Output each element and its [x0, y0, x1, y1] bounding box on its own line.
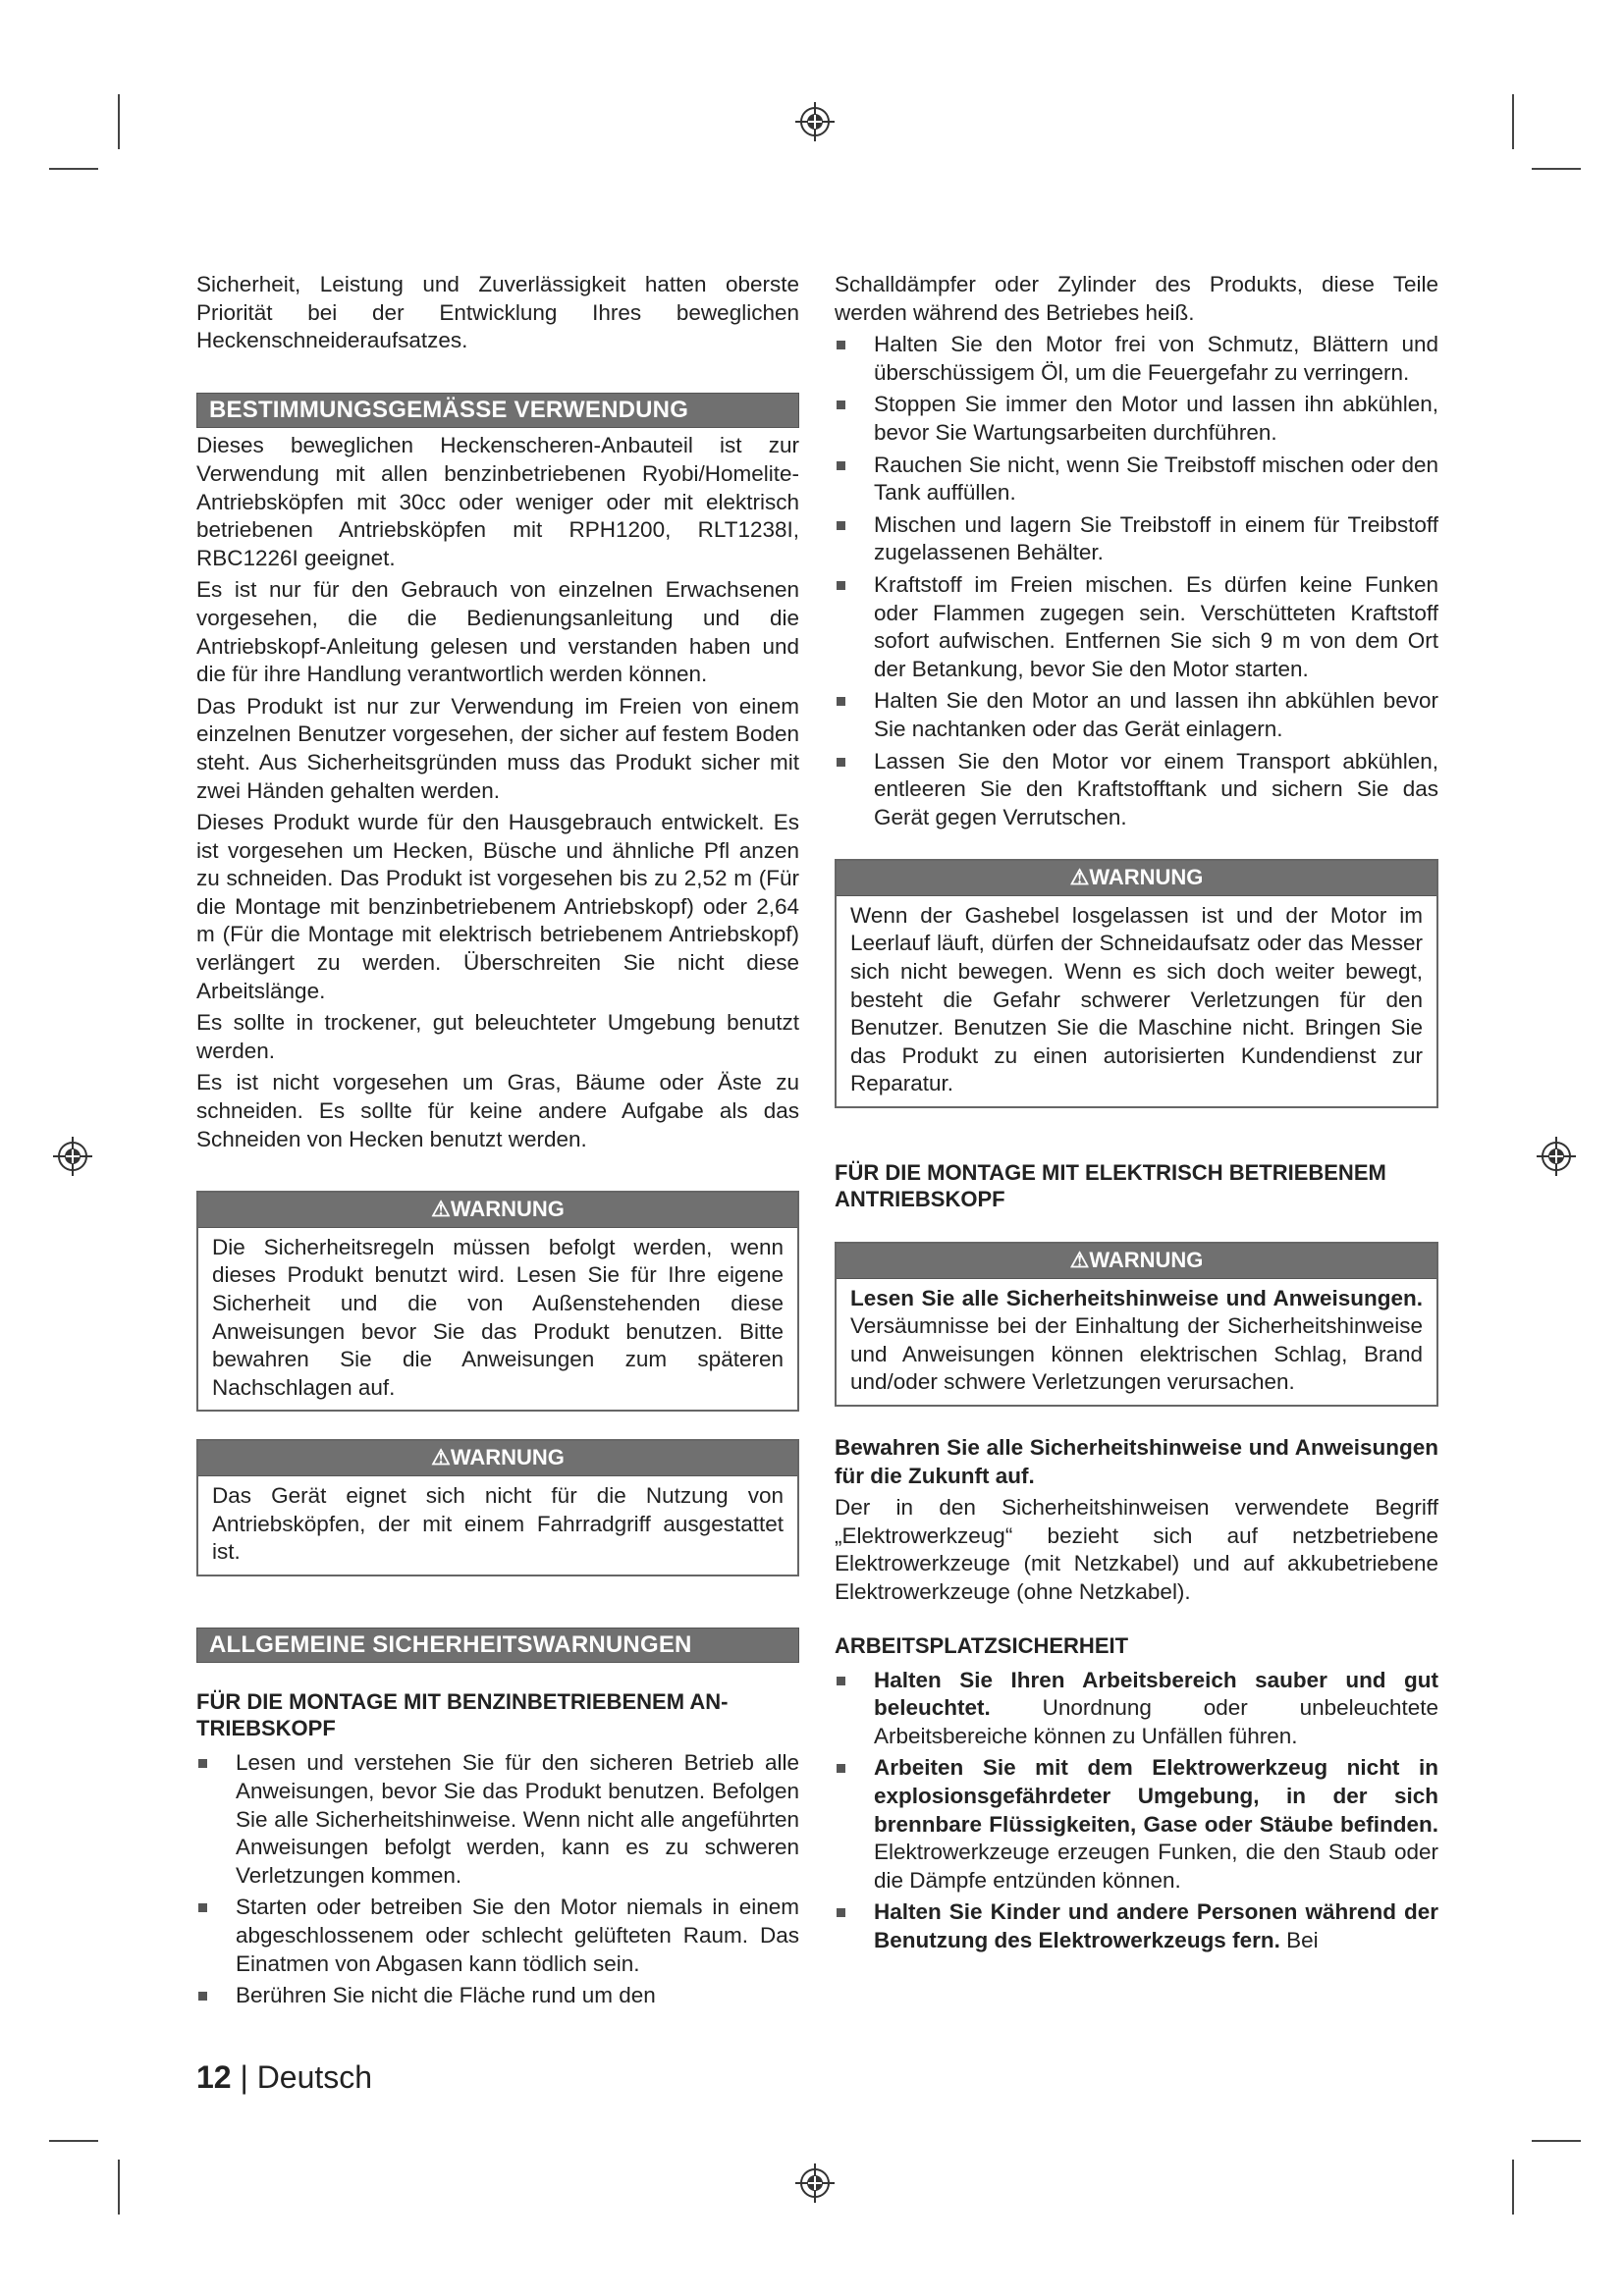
warning-heading: ⚠WARNUNG	[837, 861, 1436, 896]
subheading-petrol-powerhead: FÜR DIE MONTAGE MIT BENZINBETRIEBENEM AN-TRIEBSKOPF	[196, 1689, 729, 1741]
intended-use-paragraph: Es sollte in trockener, gut beleuchteter Umgebung benutzt werden.	[196, 1010, 799, 1063]
crop-mark	[49, 2140, 98, 2142]
warning-triangle-icon: ⚠	[431, 1445, 451, 1470]
crop-mark	[118, 2160, 120, 2215]
right-column	[835, 271, 1438, 1961]
bullet-square-icon	[837, 1908, 845, 1917]
warning-triangle-icon: ⚠	[1069, 1248, 1090, 1273]
bullet-square-icon	[198, 1903, 207, 1912]
intro-paragraph: Sicherheit, Leistung und Zuverlässigkeit hatten oberste Priorität bei der Entwicklung Ihres beweglichen Heckenschneideraufsatzes.	[196, 272, 799, 353]
warning-text: Die Sicherheitsregeln müssen befolgt werden, wenn dieses Produkt benutzt wird. Lesen Sie für Ihre eigene Sicherheit und die von Außenstehenden diese Anweisungen bevor Sie das Produkt benutzen. Bitte bewahren Sie die Anweisungen zum späteren Nachschlagen auf.	[212, 1234, 784, 1400]
warning-triangle-icon: ⚠	[1069, 865, 1090, 890]
continued-paragraph: Schalldämpfer oder Zylinder des Produkts, diese Teile werden während des Betriebes heiß.	[835, 272, 1438, 325]
warning-triangle-icon: ⚠	[431, 1197, 451, 1222]
list-item: Halten Sie Ihren Arbeitsbereich sauber und gut beleuchtet. Unordnung oder unbeleuchtete Arbeitsbereiche können zu Unfällen führen.	[835, 1667, 1438, 1751]
crop-mark	[1512, 2160, 1514, 2215]
warning-box	[196, 1191, 799, 1412]
bullet-square-icon	[837, 1764, 845, 1773]
bullet-square-icon	[837, 341, 845, 349]
crop-mark	[49, 168, 98, 170]
footer-language: Deutsch	[256, 2059, 373, 2095]
intended-use-paragraph: Es ist nur für den Gebrauch von einzelnen Erwachsenen vorgesehen, die die Bedienungsanleitung und die Antriebskopf-Anleitung gelesen und verstanden haben und die für ihre Handlung verantwortlich werden können.	[196, 577, 799, 687]
intended-use-paragraph: Dieses Produkt wurde für den Hausgebrauch entwickelt. Es ist vorgesehen um Hecken, Büsche und ähnliche Pfl anzen zu schneiden. Das Produkt ist vorgesehen bis zu 2,52 m (Für die Montage mit benzinbetriebenem Antriebskopf) oder 2,64 m (Für die Montage mit elektrisch betriebenem Antriebskopf) verlängert zu werden. Überschreiten Sie nicht diese Arbeitslänge.	[196, 810, 799, 1003]
subheading-work-area-safety: ARBEITSPLATZSICHERHEIT	[835, 1632, 1129, 1658]
list-item: Halten Sie Kinder und andere Personen während der Benutzung des Elektrowerkzeugs fern. Bei	[835, 1898, 1438, 1954]
keep-instructions-heading: Bewahren Sie alle Sicherheitshinweise und Anweisungen für die Zukunft auf.	[835, 1435, 1438, 1488]
list-item: Halten Sie den Motor an und lassen ihn abkühlen bevor Sie nachtanken oder das Gerät einlagern.	[835, 687, 1438, 743]
registration-mark-icon	[53, 1137, 92, 1176]
warning-heading: ⚠WARNUNG	[837, 1244, 1436, 1279]
bullet-square-icon	[837, 1677, 845, 1685]
list-item: Mischen und lagern Sie Treibstoff in einem für Treibstoff zugelassenen Behälter.	[835, 511, 1438, 567]
list-item: Kraftstoff im Freien mischen. Es dürfen keine Funken oder Flammen zugegen sein. Verschütteten Kraftstoff sofort aufwischen. Entfernen Sie sich 9 m von dem Ort der Betankung, bevor Sie den Motor starten.	[835, 571, 1438, 683]
warning-text: Lesen Sie alle Sicherheitshinweise und Anweisungen. Versäumnisse bei der Einhaltung der Sicherheitshinweise und Anweisungen können elektrischen Schlag, Brand und/oder schwere Verletzungen verursachen.	[850, 1285, 1423, 1395]
list-item: Berühren Sie nicht die Fläche rund um den	[196, 1982, 799, 2010]
crop-mark	[1532, 2140, 1581, 2142]
intended-use-paragraph: Das Produkt ist nur zur Verwendung im Freien von einem einzelnen Benutzer vorgesehen, der sicher auf festem Boden steht. Aus Sicherheitsgründen muss das Produkt sicher mit zwei Händen gehalten werden.	[196, 693, 799, 803]
bullet-square-icon	[198, 1992, 207, 2001]
crop-mark	[1532, 168, 1581, 170]
left-column	[196, 271, 799, 2016]
power-tool-definition: Der in den Sicherheitshinweisen verwendete Begriff „Elektrowerkzeug“ bezieht sich auf netzbetriebene Elektrowerkzeuge (mit Netzkabel) und auf akkubetriebene Elektrowerkzeuge (ohne Netzkabel).	[835, 1495, 1438, 1604]
list-item: Starten oder betreiben Sie den Motor niemals in einem abgeschlossenem oder schlecht gelüfteten Raum. Das Einatmen von Abgasen kann tödlich sein.	[196, 1894, 799, 1978]
bullet-square-icon	[837, 581, 845, 590]
warning-heading: ⚠WARNUNG	[198, 1441, 797, 1476]
warning-text: Das Gerät eignet sich nicht für die Nutzung von Antriebsköpfen, der mit einem Fahrradgriff ausgestattet ist.	[212, 1482, 784, 1565]
bullet-square-icon	[837, 521, 845, 530]
list-item: Rauchen Sie nicht, wenn Sie Treibstoff mischen oder den Tank auffüllen.	[835, 452, 1438, 507]
footer-separator: |	[240, 2059, 248, 2095]
subheading-electric-powerhead: FÜR DIE MONTAGE MIT ELEKTRISCH BETRIEBENEM ANTRIEBSKOPF	[835, 1160, 1386, 1212]
bullet-square-icon	[837, 758, 845, 767]
list-item: Lassen Sie den Motor vor einem Transport abkühlen, entleeren Sie den Kraftstofftank und sichern Sie das Gerät gegen Verrutschen.	[835, 748, 1438, 832]
list-item: Stoppen Sie immer den Motor und lassen ihn abkühlen, bevor Sie Wartungsarbeiten durchführen.	[835, 391, 1438, 447]
page-footer	[196, 2059, 372, 2096]
warning-box	[835, 859, 1438, 1108]
warning-text: Wenn der Gashebel losgelassen ist und der Motor im Leerlauf läuft, dürfen der Schneidaufsatz oder das Messer sich nicht bewegen. Wenn es sich doch weiter bewegt, besteht die Gefahr schwerer Verletzungen für den Benutzer. Benutzen Sie die Maschine nicht. Bringen Sie das Produkt zu einen autorisierten Kundendienst zur Reparatur.	[850, 902, 1423, 1096]
registration-mark-icon	[1537, 1137, 1576, 1176]
intended-use-paragraph: Es ist nicht vorgesehen um Gras, Bäume oder Äste zu schneiden. Es sollte für keine andere Aufgabe als das Schneiden von Hecken benutzt werden.	[196, 1070, 799, 1151]
section-heading-general-safety: ALLGEMEINE SICHERHEITSWARNUNGEN	[196, 1628, 799, 1664]
warning-box	[835, 1242, 1438, 1407]
bullet-square-icon	[837, 461, 845, 470]
work-area-safety-list	[835, 1667, 1438, 1955]
bullet-square-icon	[837, 400, 845, 409]
crop-mark	[118, 94, 120, 149]
list-item: Lesen und verstehen Sie für den sicheren Betrieb alle Anweisungen, bevor Sie das Produkt benutzen. Befolgen Sie alle Sicherheitshinweise. Wenn nicht alle angeführten Anweisungen befolgt werden, kann es zu schweren Verletzungen kommen.	[196, 1749, 799, 1890]
bullet-square-icon	[837, 697, 845, 706]
warning-heading: ⚠WARNUNG	[198, 1193, 797, 1228]
petrol-safety-list-continued	[835, 331, 1438, 831]
registration-mark-icon	[795, 102, 835, 141]
list-item: Arbeiten Sie mit dem Elektrowerkzeug nicht in explosionsgefährdeter Umgebung, in der sich brennbare Flüssigkeiten, Gase oder Stäube befinden. Elektrowerkzeuge erzeugen Funken, die den Staub oder die Dämpfe entzünden können.	[835, 1754, 1438, 1895]
petrol-safety-list	[196, 1749, 799, 2009]
list-item: Halten Sie den Motor frei von Schmutz, Blättern und überschüssigem Öl, um die Feuergefahr zu verringern.	[835, 331, 1438, 387]
intended-use-paragraph: Dieses beweglichen Heckenscheren-Anbauteil ist zur Verwendung mit allen benzinbetriebenen Ryobi/Homelite-Antriebsköpfen mit 30cc oder weniger oder mit elektrisch betriebenen Antriebsköpfen mit RPH1200, RLT1238I, RBC1226I geeignet.	[196, 433, 799, 570]
warning-box	[196, 1439, 799, 1575]
page-number: 12	[196, 2059, 232, 2095]
section-heading-intended-use: BESTIMMUNGSGEMÄSSE VERWENDUNG	[196, 393, 799, 429]
bullet-square-icon	[198, 1759, 207, 1768]
registration-mark-icon	[795, 2163, 835, 2203]
crop-mark	[1512, 94, 1514, 149]
